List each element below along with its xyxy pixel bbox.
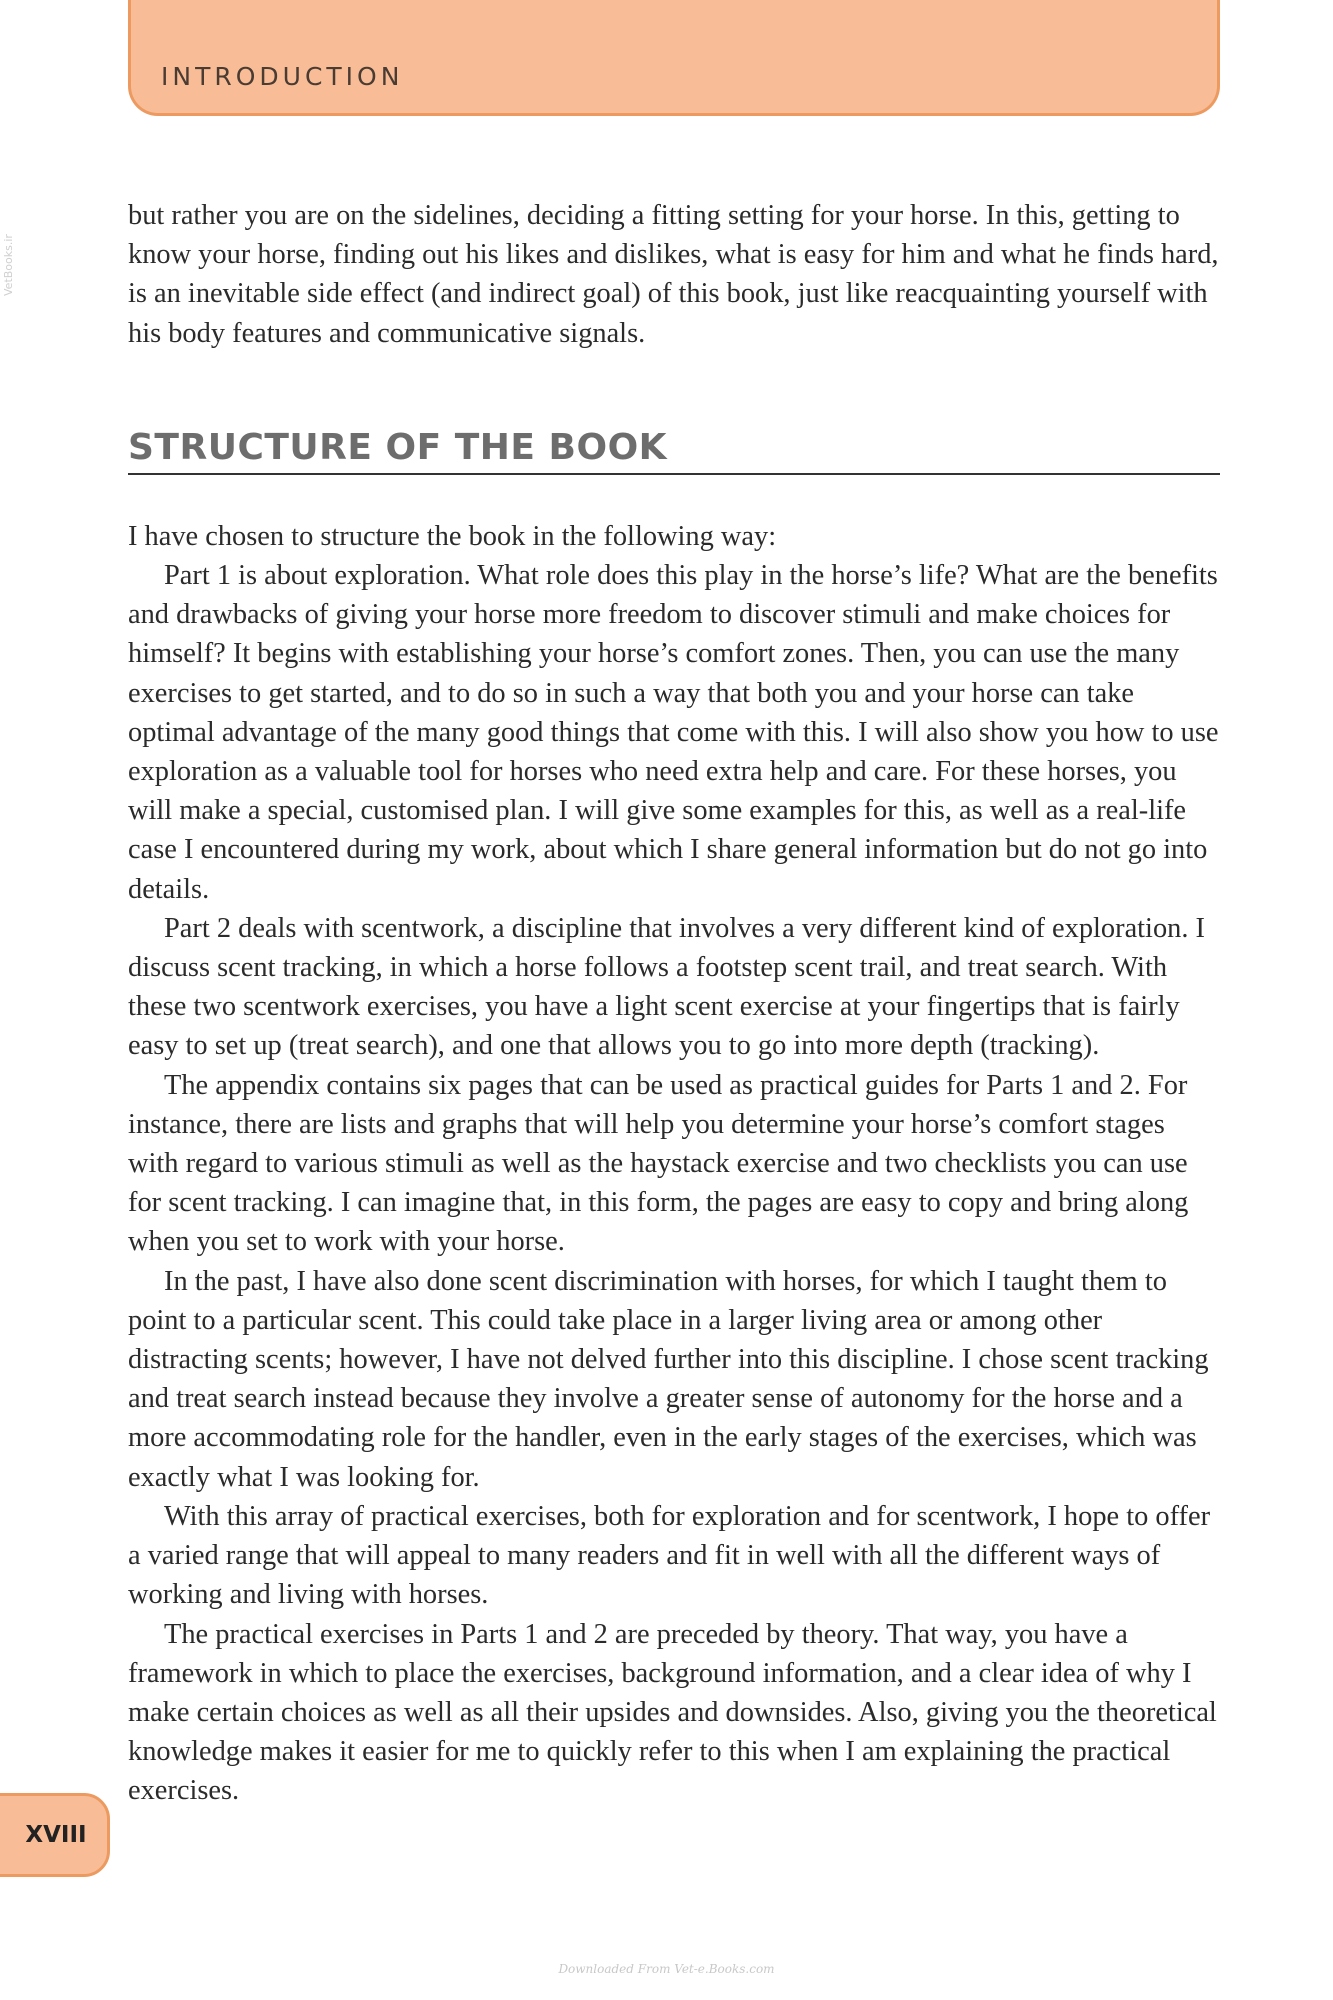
body-paragraph-3: Part 2 deals with scentwork, a discipline that involves a very different kind of exploration. I discuss scent tracking, in which a horse follows a footstep scent trail, and treat search. With these two scentwork exercises, you have a light scent exercise at your fingertips that is fairly easy to set up (treat search), and one that allows you to go into more depth (tracking).	[128, 912, 1205, 1062]
footer-watermark: Downloaded From Vet-e.Books.com	[558, 1962, 775, 1976]
body-paragraph-1: I have chosen to structure the book in the following way:	[128, 520, 777, 552]
body-paragraph-4: The appendix contains six pages that can be used as practical guides for Parts 1 and 2. For instance, there are lists and graphs that will help you determine your horse’s comfort stages with regard to various stimuli as well as the haystack exercise and two checklists you can use for scent tracking. I can imagine that, in this form, the pages are easy to copy and bring along when you set to work with your horse.	[128, 1069, 1189, 1258]
intro-paragraph: but rather you are on the sidelines, deciding a fitting setting for your horse. In this, getting to know your horse, finding out his likes and dislikes, what is easy for him and what he finds hard, is an inevitable side effect (and indirect goal) of this book, just like reacquainting yourself with his body features and communicative signals.	[128, 200, 1219, 349]
section-heading: STRUCTURE OF THE BOOK	[128, 425, 1220, 475]
page-number: XVIII	[25, 1822, 87, 1848]
body-paragraph-6: With this array of practical exercises, both for exploration and for scentwork, I hope to offer a varied range that will appeal to many readers and fit in well with all the different ways of working and living with horses.	[128, 1500, 1211, 1611]
chapter-header-tab	[128, 0, 1220, 116]
body-paragraph-7: The practical exercises in Parts 1 and 2 are preceded by theory. That way, you have a framework in which to place the exercises, background information, and a clear idea of why I make certain choices as well as all their upsides and downsides. Also, giving you the theoretical knowledge makes it easier for me to quickly refer to this when I am explaining the practical exercises.	[128, 1618, 1217, 1807]
chapter-header-label: INTRODUCTION	[161, 62, 404, 91]
side-watermark: VetBooks.ir	[2, 234, 15, 296]
page-body	[128, 196, 1220, 1811]
body-paragraph-5: In the past, I have also done scent discrimination with horses, for which I taught them to point to a particular scent. This could take place in a larger living area or among other distracting scents; however, I have not delved further into this discipline. I chose scent tracking and treat search instead because they involve a greater sense of autonomy for the horse and a more accommodating role for the handler, even in the early stages of the exercises, which was exactly what I was looking for.	[128, 1265, 1209, 1493]
page-number-badge	[0, 1793, 110, 1877]
body-paragraph-2: Part 1 is about exploration. What role does this play in the horse’s life? What are the benefits and drawbacks of giving your horse more freedom to discover stimuli and make choices for himself? It begins with establishing your horse’s comfort zones. Then, you can use the many exercises to get started, and to do so in such a way that both you and your horse can take optimal advantage of the many good things that come with this. I will also show you how to use exploration as a valuable tool for horses who need extra help and care. For these horses, you will make a special, customised plan. I will give some examples for this, as well as a real-life case I encountered during my work, about which I share general information but do not go into details.	[128, 560, 1219, 905]
